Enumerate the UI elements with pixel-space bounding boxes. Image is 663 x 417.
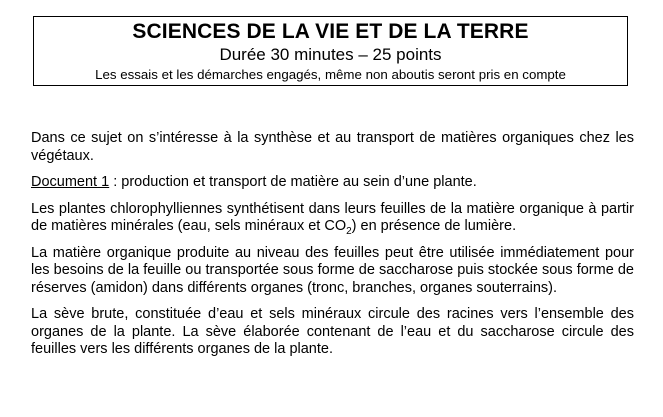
intro-paragraph: Dans ce sujet on s’intéresse à la synthèse et au transport de matières organiques chez les végétaux. — [31, 130, 634, 164]
paragraph-1-text-end: ) en présence de lumière. — [351, 218, 517, 234]
document-1-caption: : production et transport de matière au sein d’une plante. — [109, 174, 477, 190]
header-box — [33, 16, 628, 86]
grading-note: Les essais et les démarches engagés, même non aboutis seront pris en compte — [95, 67, 566, 82]
paragraph-organic-matter: La matière organique produite au niveau des feuilles peut être utilisée immédiatement pour les besoins de la feuille ou transportée sous forme de saccharose puis stockée sous forme de réserves (amidon) dans différents organes (tronc, branches, organes souterrains). — [31, 244, 634, 296]
co2-subscript: 2 — [346, 225, 352, 237]
paragraph-sap: La sève brute, constituée d’eau et sels minéraux circule des racines vers l’ensemble des organes de la plante. La sève élaborée contenant de l’eau et du saccharose circule des feuilles vers les différents organes de la plante. — [31, 306, 634, 357]
duration-points: Durée 30 minutes – 25 points — [219, 45, 442, 64]
paragraph-1-text: Les plantes chlorophylliennes synthétisent dans leurs feuilles de la matière organique à partir de matières minérales (eau, sels minéraux et CO — [31, 200, 634, 234]
paragraph-photosynthesis — [31, 201, 634, 236]
document-1-heading — [31, 174, 634, 192]
document-body — [31, 130, 634, 368]
subject-title: SCIENCES DE LA VIE ET DE LA TERRE — [132, 20, 529, 43]
document-1-label: Document 1 — [31, 174, 110, 190]
